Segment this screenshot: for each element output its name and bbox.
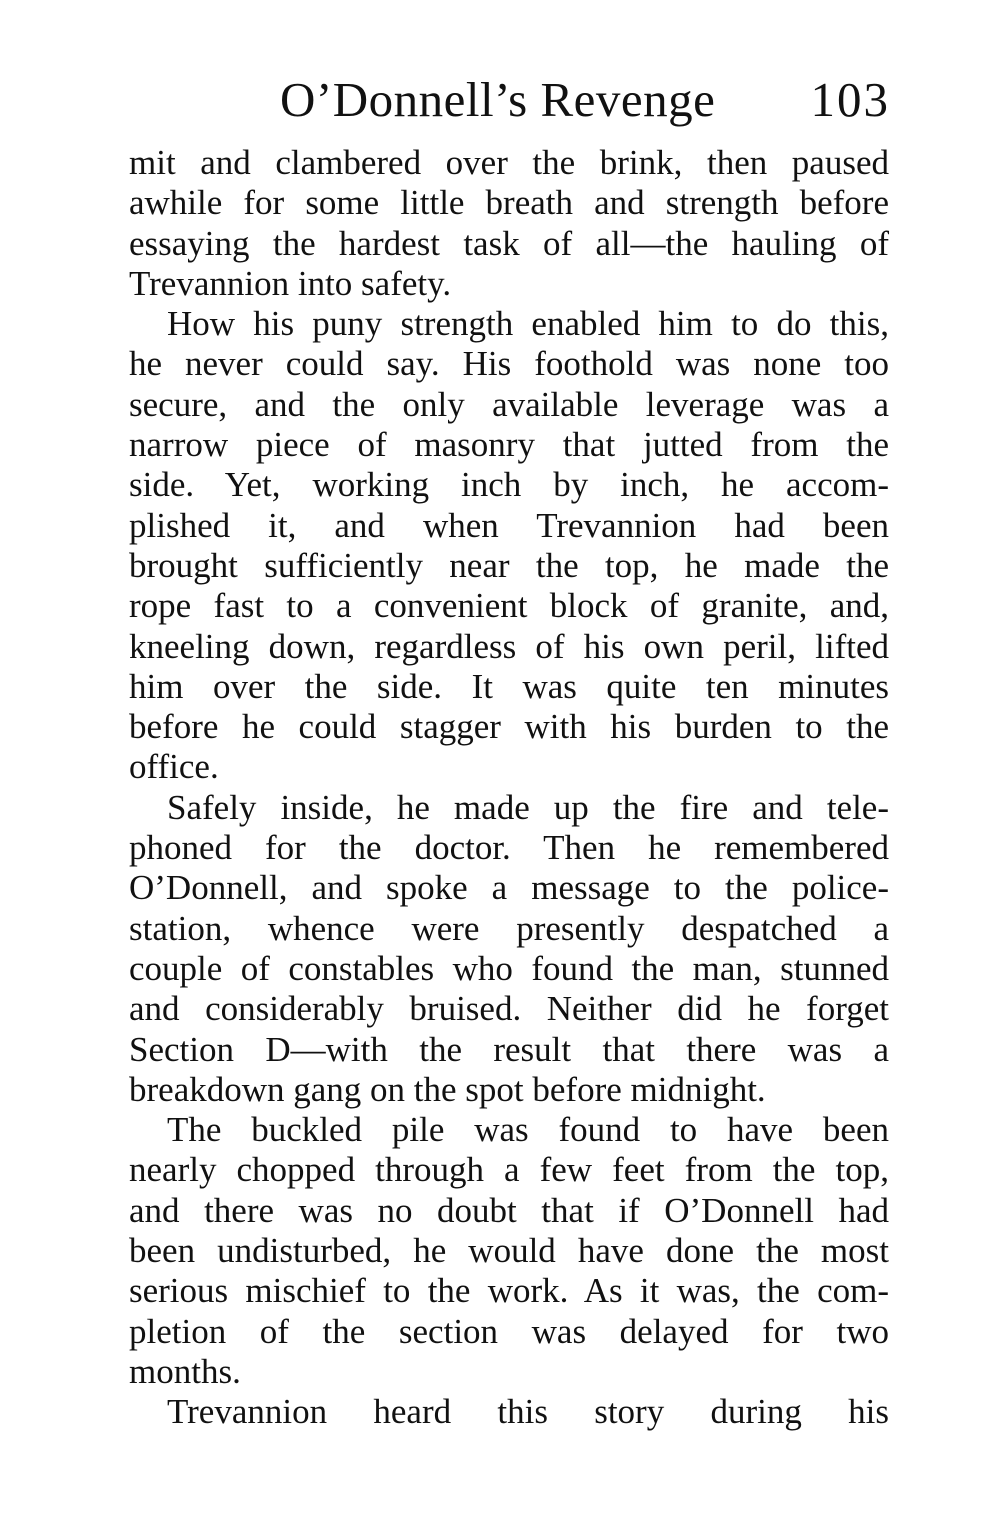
page-number: 103 xyxy=(810,72,890,127)
text-line: side. Yet, working inch by inch, he accom- xyxy=(129,465,889,505)
text-line: brought sufficiently near the top, he made the xyxy=(129,545,889,585)
text-line: How his puny strength enabled him to do this, xyxy=(167,304,889,344)
text-line: The buckled pile was found to have been xyxy=(167,1110,889,1150)
text-line: couple of constables who found the man, stunned xyxy=(129,948,889,988)
text-line: awhile for some little breath and strength before xyxy=(129,183,889,223)
text-line: rope fast to a convenient block of granite, and, xyxy=(129,586,889,626)
text-line: Trevannion heard this story during his xyxy=(167,1392,889,1432)
body-text xyxy=(129,143,889,1433)
text-line: kneeling down, regardless of his own peril, lifted xyxy=(129,626,889,666)
text-line: breakdown gang on the spot before midnight. xyxy=(129,1069,766,1109)
text-line: O’Donnell, and spoke a message to the police- xyxy=(129,868,889,908)
text-line: Trevannion into safety. xyxy=(129,263,452,303)
text-line: and considerably bruised. Neither did he forget xyxy=(129,989,889,1029)
running-title: O’Donnell’s Revenge xyxy=(280,72,716,127)
text-line: months. xyxy=(129,1351,241,1391)
text-line: secure, and the only available leverage was a xyxy=(129,384,889,424)
text-line: been undisturbed, he would have done the most xyxy=(129,1231,889,1271)
text-line: Section D—with the result that there was a xyxy=(129,1029,889,1069)
text-line: narrow piece of masonry that jutted from the xyxy=(129,425,889,465)
text-line: office. xyxy=(129,747,219,787)
text-line: him over the side. It was quite ten minutes xyxy=(129,666,889,706)
text-line: nearly chopped through a few feet from the top, xyxy=(129,1150,889,1190)
text-line: phoned for the doctor. Then he remembered xyxy=(129,828,889,868)
text-line: Safely inside, he made up the fire and tele- xyxy=(167,787,889,827)
text-line: essaying the hardest task of all—the hauling of xyxy=(129,223,889,263)
text-line: serious mischief to the work. As it was, the com- xyxy=(129,1271,889,1311)
text-line: and there was no doubt that if O’Donnell had xyxy=(129,1190,889,1230)
text-line: he never could say. His foothold was none too xyxy=(129,344,889,384)
text-line: pletion of the section was delayed for two xyxy=(129,1311,889,1351)
text-line: before he could stagger with his burden to the xyxy=(129,707,889,747)
text-line: station, whence were presently despatched a xyxy=(129,908,889,948)
text-line: plished it, and when Trevannion had been xyxy=(129,505,889,545)
page-header xyxy=(130,60,890,140)
text-line: mit and clambered over the brink, then paused xyxy=(129,143,889,182)
